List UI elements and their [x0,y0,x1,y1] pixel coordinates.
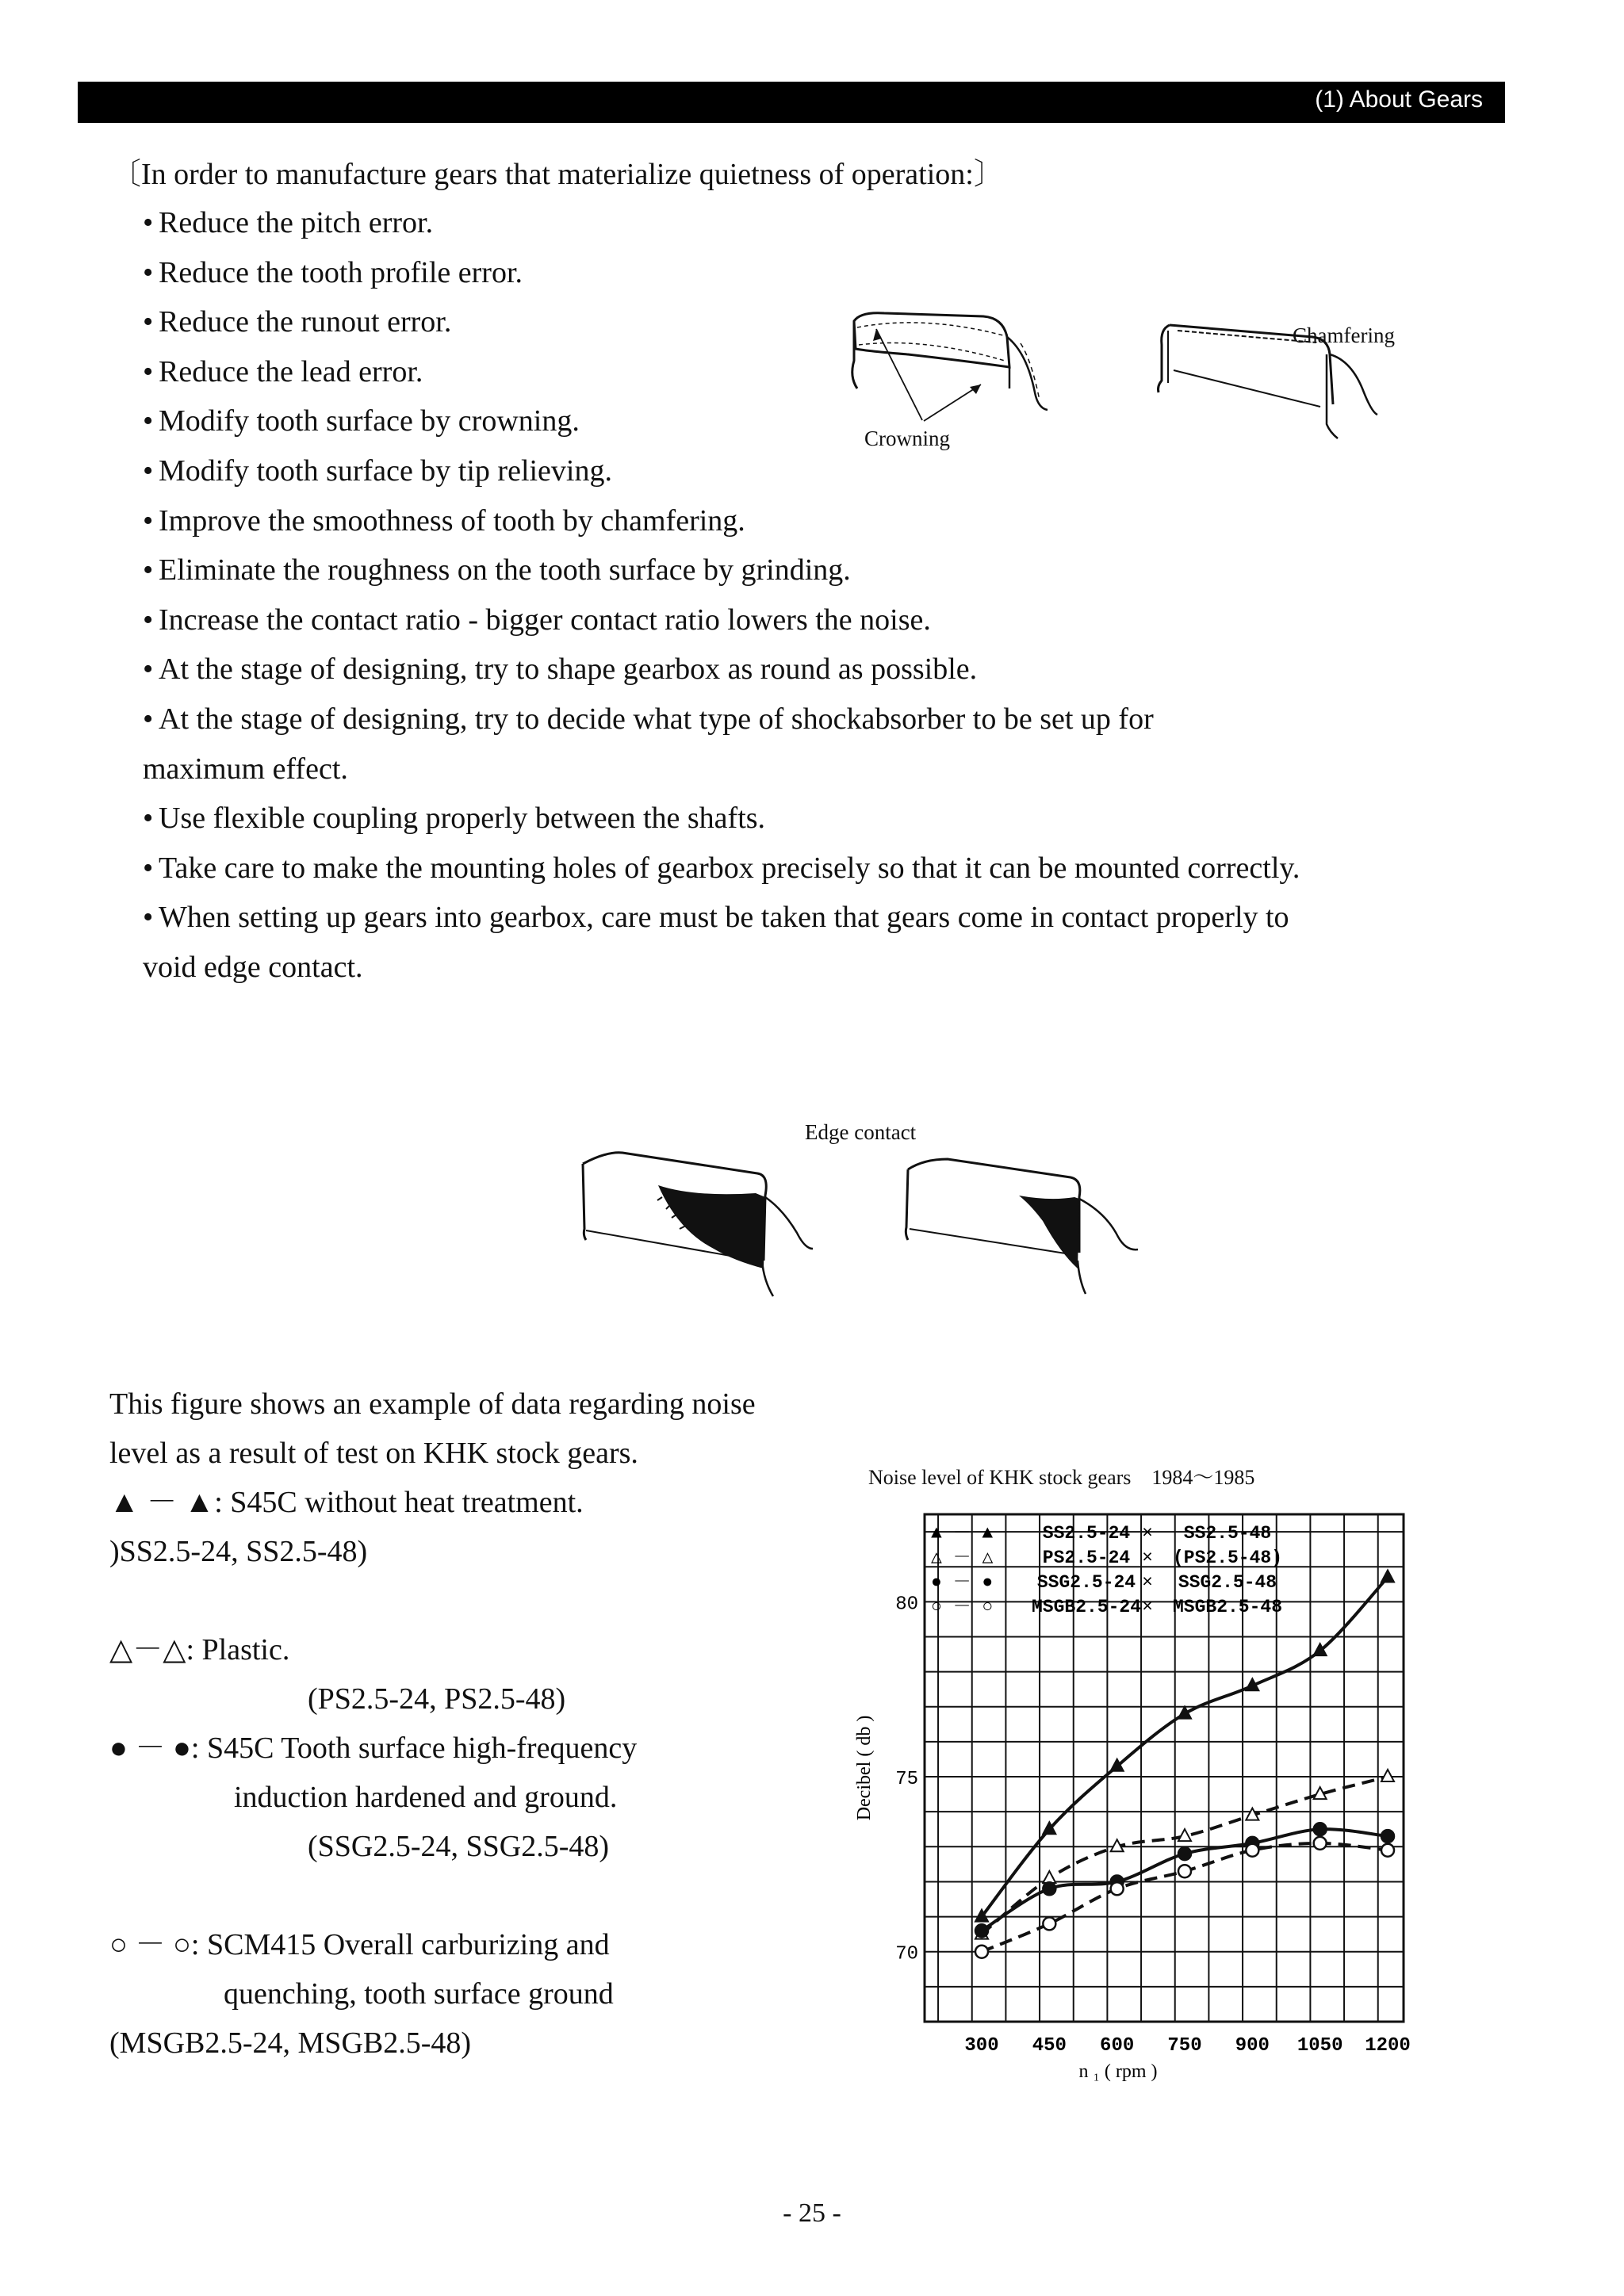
x-tick-label: 750 [1167,2035,1202,2057]
legend-carburizing-desc2: quenching, tooth surface ground [224,1977,614,2011]
legend-separator: × [1142,1523,1153,1544]
edge-contact-illustration [575,1142,1178,1304]
data-point [975,1924,988,1937]
legend-carburizing: ○ － ○: SCM415 Overall carburizing and [109,1928,610,1961]
figure-intro-line1: This figure shows an example of data regarding noise [109,1387,756,1421]
intro-line: 〔In order to manufacture gears that materialize quietness of operation:〕 [111,158,1004,191]
data-point [1381,1830,1394,1843]
bullet-item: • Reduce the runout error. [143,305,452,339]
legend-marker: ▲ － ▲ [931,1523,994,1544]
data-point [1381,1770,1394,1781]
legend-induction-desc2: induction hardened and ground. [234,1781,618,1814]
chart-xlabel: n ₁ ( rpm ) [1078,2061,1158,2082]
bullet-item: • Modify tooth surface by tip relieving. [143,453,612,488]
y-tick-label: 80 [895,1594,918,1616]
legend-s45c: ▲ － ▲: S45C without heat treatment. [109,1486,584,1519]
legend-name: SS2.5-24 [1042,1523,1131,1544]
data-point [1178,1829,1191,1841]
y-tick-label: 70 [895,1943,918,1965]
legend-marker: ● － ● [931,1572,994,1593]
data-point [1246,1844,1258,1857]
data-point [1381,1844,1394,1857]
legend-marker: ○ － ○ [931,1597,994,1617]
data-point [1314,1823,1327,1835]
bullet-item: • Take care to make the mounting holes of gearbox precisely so that it can be mounted correctly. [143,851,1300,885]
circle-filled-icon: ● － ● [109,1732,191,1765]
bullet-item: • Increase the contact ratio - bigger contact ratio lowers the noise. [143,603,931,637]
data-point [975,1946,988,1958]
bullet-item: • Use flexible coupling properly between the shafts. [143,802,766,836]
legend-induction-items: (SSG2.5-24, SSG2.5-48) [308,1830,610,1863]
legend-s45c-items: )SS2.5-24, SS2.5-48) [109,1535,368,1568]
data-point [1178,1847,1191,1860]
data-point [1111,1882,1124,1895]
bullet-item: • Reduce the tooth profile error. [143,255,523,289]
legend-name: SSG2.5-48 [1178,1572,1277,1593]
chamfering-label: Chamfering [1293,323,1395,347]
x-tick-label: 300 [964,2035,999,2057]
legend-name: MSGB2.5-24 [1031,1597,1142,1617]
legend-induction: ● － ●: S45C Tooth surface high-frequency [109,1732,638,1765]
chart-markers [975,1570,1394,1957]
chart-title: Noise level of KHK stock gears 1984～1985 [868,1466,1255,1489]
chart-series-lines [982,1577,1388,1951]
legend-separator: × [1142,1597,1153,1617]
data-point [1178,1865,1191,1877]
y-tick-label: 75 [895,1769,918,1791]
legend-separator: × [1142,1572,1153,1593]
bullet-item: • Modify tooth surface by crowning. [143,404,580,438]
circle-open-icon: ○ － ○ [109,1928,191,1961]
chart-plot-frame [925,1514,1404,2022]
legend-name: MSGB2.5-48 [1172,1597,1283,1617]
legend-separator: × [1142,1548,1153,1568]
bullet-item: • Eliminate the roughness on the tooth surface by grinding. [143,553,851,587]
legend-plastic-items: (PS2.5-24, PS2.5-48) [308,1682,566,1716]
chart-grid [925,1514,1404,2022]
x-tick-label: 1200 [1365,2035,1411,2057]
triangle-open-icon: △－△ [109,1633,186,1667]
legend-plastic: △－△: Plastic. [109,1633,290,1667]
crowning-label: Crowning [864,427,950,450]
figure-intro-line2: level as a result of test on KHK stock gears. [109,1437,638,1470]
legend-name: SS2.5-48 [1183,1523,1272,1544]
legend-marker: △ － △ [931,1548,994,1568]
chart-ylabel: Decibel ( db ) [854,1715,875,1821]
legend-name: SSG2.5-24 [1036,1572,1136,1593]
data-point [1043,1871,1055,1883]
section-title: (1) About Gears [1315,86,1483,113]
bullet-item: • When setting up gears into gearbox, care must be taken that gears come in contact properly to [143,901,1289,935]
triangle-filled-icon: ▲ － ▲ [109,1486,215,1519]
data-point [1043,1882,1055,1895]
x-tick-label: 1050 [1297,2035,1343,2057]
bullet-item: • At the stage of designing, try to decide what type of shockabsorber to be set up for [143,702,1154,736]
data-point [1314,1837,1327,1850]
data-point [1381,1570,1394,1582]
data-point [1043,1917,1055,1930]
bullet-continuation: void edge contact. [143,950,363,984]
section-header-bar [78,82,1505,123]
bullet-continuation: maximum effect. [143,752,348,786]
bullet-item: • At the stage of designing, try to shape gearbox as round as possible. [143,652,978,687]
bullet-list [143,198,1300,993]
x-tick-label: 450 [1032,2035,1067,2057]
bullet-item: • Improve the smoothness of tooth by chamfering. [143,503,745,538]
legend-name: PS2.5-24 [1042,1548,1131,1568]
bullet-item: • Reduce the pitch error. [143,206,434,239]
page-number: - 25 - [783,2198,841,2228]
legend-name: (PS2.5-48) [1172,1548,1283,1568]
legend-carburizing-items: (MSGB2.5-24, MSGB2.5-48) [109,2026,472,2060]
bullet-item: • Reduce the lead error. [143,354,423,388]
x-tick-label: 600 [1100,2035,1135,2057]
noise-level-chart [841,1490,1419,2093]
x-tick-label: 900 [1235,2035,1270,2057]
edge-contact-label: Edge contact [805,1120,917,1144]
